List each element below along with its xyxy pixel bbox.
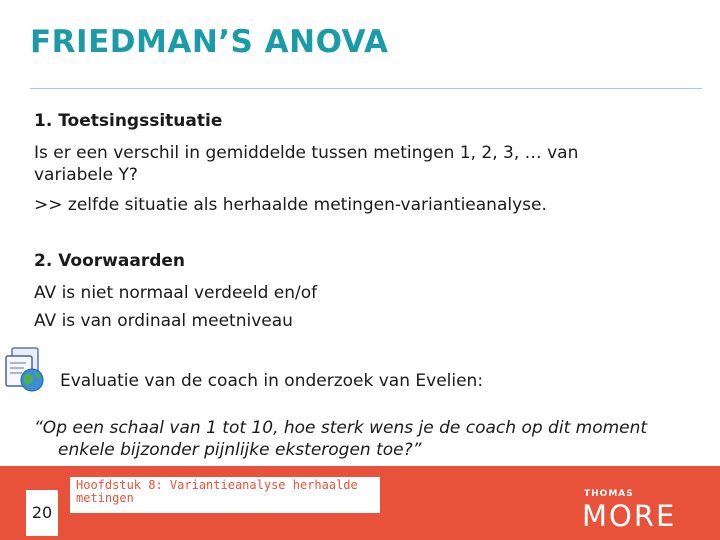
condition-item-1: AV is niet normaal verdeeld en/of bbox=[34, 283, 318, 303]
section1-question: Is er een verschil in gemiddelde tussen metingen 1, 2, 3, … van variabele Y? bbox=[34, 143, 579, 185]
logo-small-text: THOMAS bbox=[584, 489, 634, 499]
quote-line-2: enkele bijzonder pijnlijke eksterogen toe?” bbox=[58, 440, 422, 460]
condition-item-2: AV is van ordinaal meetniveau bbox=[34, 311, 293, 331]
example-quote bbox=[34, 417, 694, 461]
title-divider bbox=[30, 88, 702, 89]
page-number: 20 bbox=[26, 490, 58, 536]
document-globe-icon bbox=[2, 346, 48, 394]
section1-heading: 1. Toetsingssituatie bbox=[34, 111, 223, 131]
example-intro: Evaluatie van de coach in onderzoek van Evelien: bbox=[60, 371, 484, 391]
slide-title: FRIEDMAN’S ANOVA bbox=[30, 24, 389, 60]
section1-note: >> zelfde situatie als herhaalde metingen-variantieanalyse. bbox=[34, 195, 547, 215]
thomas-more-logo bbox=[580, 486, 690, 530]
logo-large-text: MORE bbox=[582, 499, 677, 530]
chapter-label: Hoofdstuk 8: Variantieanalyse herhaalde metingen bbox=[76, 478, 358, 505]
quote-line-1: “Op een schaal van 1 tot 10, hoe sterk wens je de coach op dit moment bbox=[34, 418, 648, 438]
section2-heading: 2. Voorwaarden bbox=[34, 251, 186, 271]
